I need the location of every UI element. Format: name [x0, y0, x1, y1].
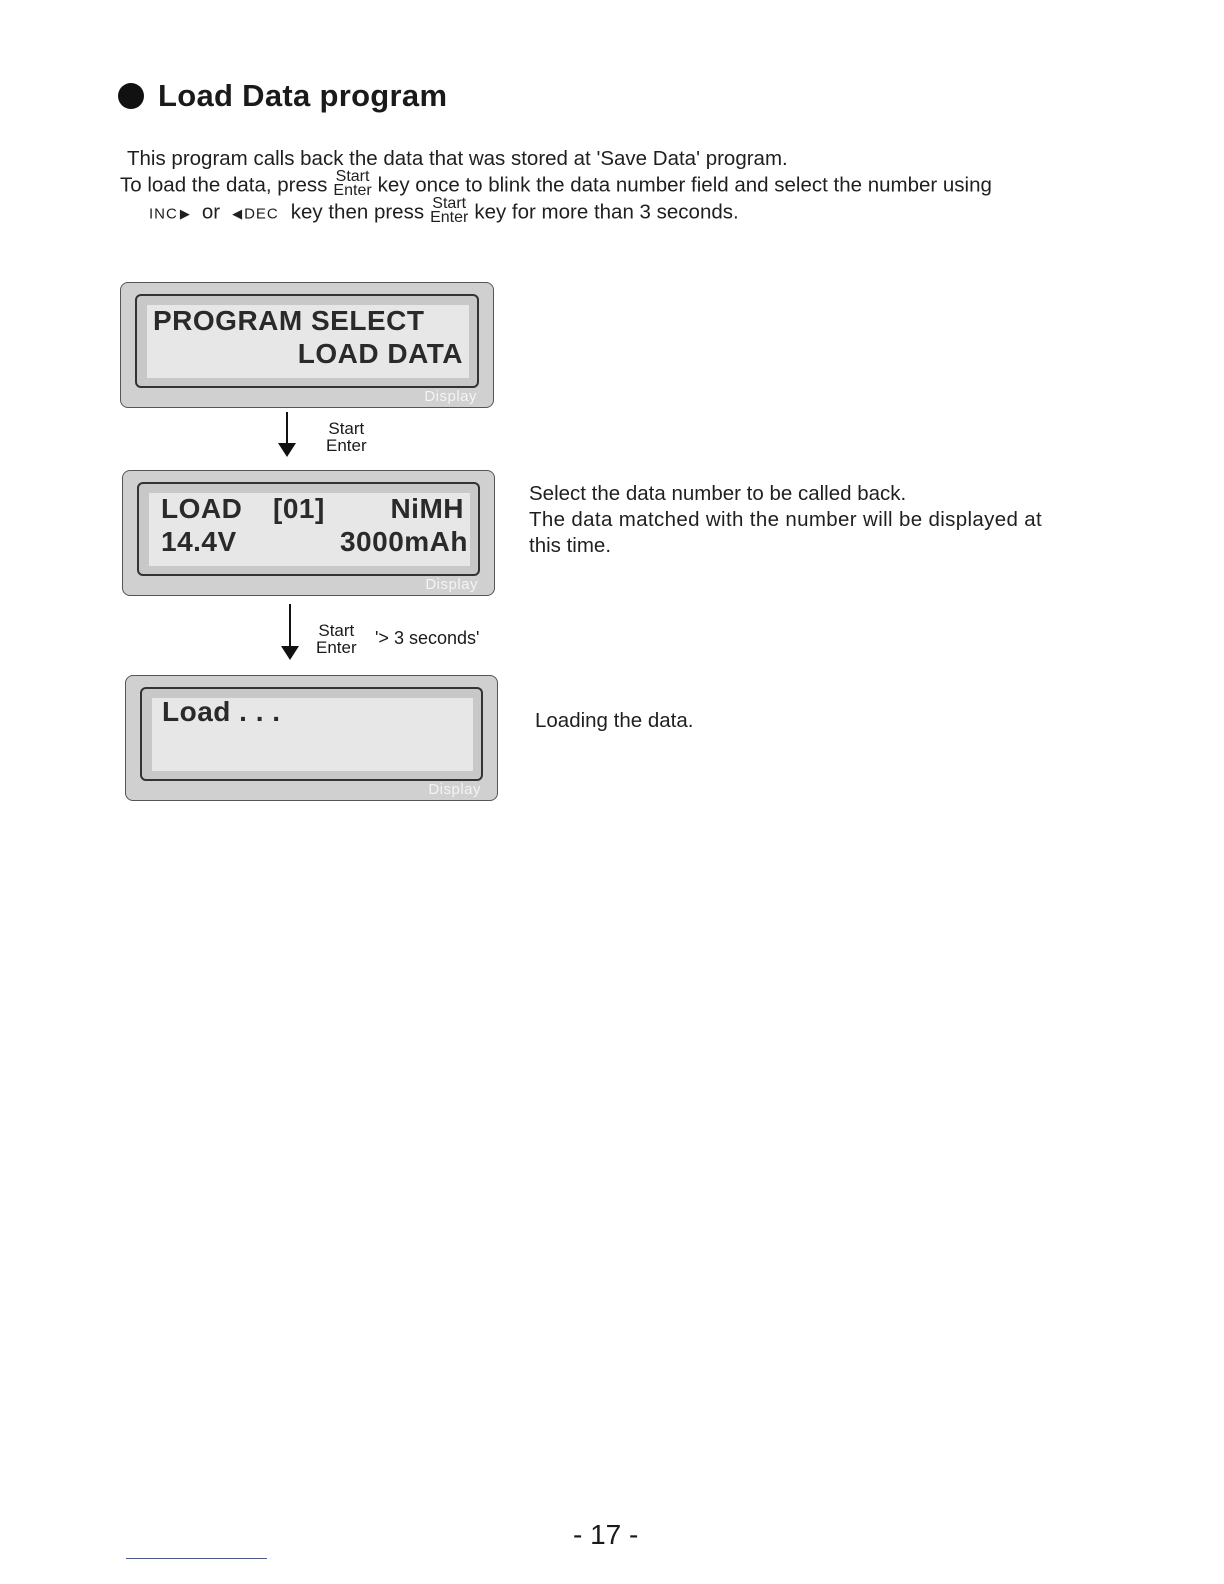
display-label: Display: [428, 781, 481, 798]
panel-3-description: Loading the data.: [535, 709, 694, 732]
lcd-bezel: [140, 687, 483, 781]
lcd-screen: [149, 493, 470, 566]
lcd-panel-program-select: [120, 282, 494, 408]
page-title: Load Data program: [158, 78, 448, 113]
right-triangle-icon: ▶: [179, 206, 190, 222]
start-enter-key: Start Enter: [430, 195, 469, 226]
lcd-screen: [147, 305, 469, 378]
inc-key-label: INC: [149, 205, 178, 223]
lcd-battery-type: NiMH: [390, 493, 464, 524]
arrow-head-icon: [278, 443, 296, 457]
start-enter-key: Start Enter: [316, 621, 357, 657]
display-label: Display: [425, 576, 478, 593]
footer-divider: [126, 1558, 267, 1559]
lcd-data-number: [01]: [273, 493, 325, 524]
bullet-icon: [118, 83, 144, 109]
display-label: Display: [424, 388, 477, 405]
lcd-bezel: [137, 482, 480, 576]
hold-duration-note: '> 3 seconds': [375, 628, 480, 648]
start-enter-key: Start Enter: [326, 419, 367, 455]
lcd-line-1: PROGRAM SELECT: [153, 305, 425, 336]
page-number: - 17 -: [573, 1519, 639, 1550]
intro-text: key once to blink the data number field and select the number using: [377, 173, 992, 197]
intro-text: key then press: [290, 200, 425, 224]
lcd-capacity: 3000mAh: [339, 526, 468, 557]
dec-key-label: DEC: [244, 205, 279, 223]
lcd-panel-loading: [125, 675, 498, 801]
section-heading: [118, 78, 447, 114]
left-triangle-icon: ◀: [232, 206, 243, 222]
intro-text: To load the data, press: [120, 173, 328, 197]
intro-text: or: [201, 200, 221, 224]
lcd-load-label: LOAD: [161, 493, 243, 524]
intro-text: key for more than 3 seconds.: [474, 200, 739, 224]
lcd-voltage: 14.4V: [161, 526, 237, 557]
lcd-panel-load-select: [122, 470, 495, 596]
intro-line-1: This program calls back the data that was stored at 'Save Data' program.: [127, 147, 788, 170]
intro-line-3: [149, 195, 739, 227]
start-enter-key: Start Enter: [333, 168, 372, 199]
lcd-line-1: Load . . .: [162, 696, 281, 727]
panel-2-description: Select the data number to be called back. The data matched with the number will be displayed at this time.: [529, 482, 1043, 557]
intro-line-2: [120, 168, 992, 200]
down-arrow-icon: [286, 412, 288, 444]
arrow-head-icon: [281, 646, 299, 660]
lcd-bezel: [135, 294, 479, 388]
down-arrow-icon: [289, 604, 291, 647]
lcd-line-2: LOAD DATA: [297, 338, 463, 369]
lcd-screen: [152, 698, 473, 771]
